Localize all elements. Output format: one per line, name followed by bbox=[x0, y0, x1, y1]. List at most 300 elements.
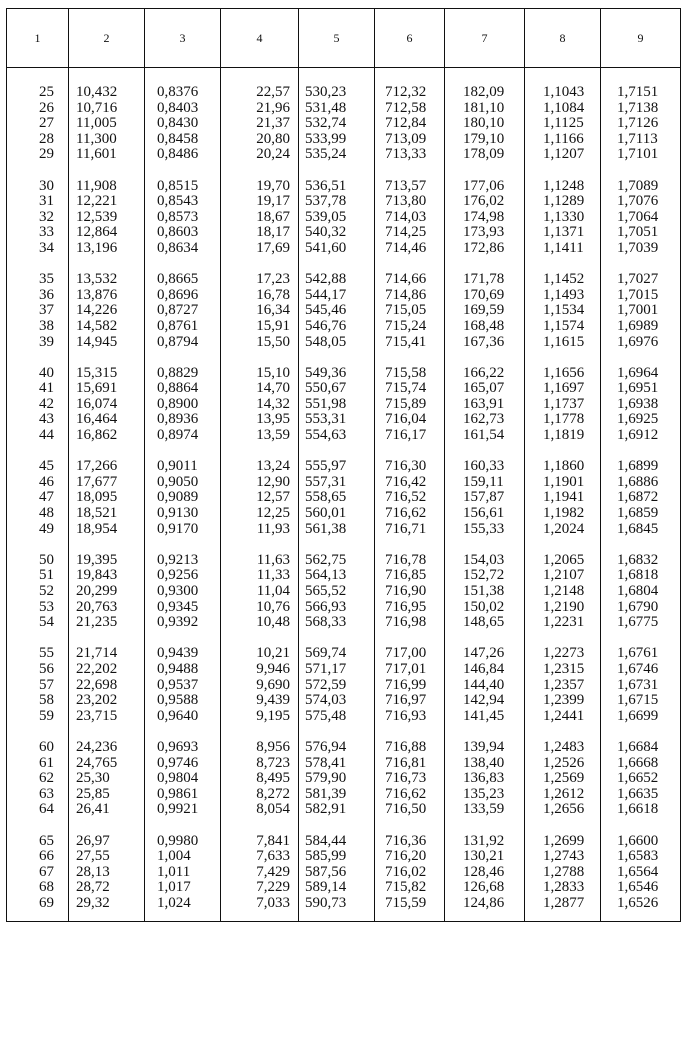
table-cell: 0,8515 bbox=[157, 177, 199, 194]
row-group bbox=[305, 459, 374, 553]
table-cell: 0,8486 bbox=[157, 146, 199, 163]
table-cell: 1,2699 bbox=[543, 832, 585, 849]
table-cell: 551,98 bbox=[305, 395, 347, 412]
row-group bbox=[617, 646, 680, 740]
row-group bbox=[39, 179, 68, 273]
table-cell: 16,78 bbox=[256, 286, 290, 303]
row-group bbox=[305, 553, 374, 647]
table-cell: 531,48 bbox=[305, 99, 347, 116]
table-cell: 1,1778 bbox=[543, 411, 585, 428]
table-cell: 156,61 bbox=[463, 505, 505, 522]
table-cell: 14,70 bbox=[256, 380, 290, 397]
table-cell: 714,25 bbox=[385, 224, 427, 241]
table-cell: 1,7051 bbox=[617, 224, 659, 241]
table-cell: 1,6938 bbox=[617, 395, 659, 412]
table-cell: 9,690 bbox=[256, 676, 290, 693]
table-cell: 1,6668 bbox=[617, 754, 659, 771]
row-group bbox=[221, 179, 290, 273]
table-cell: 141,45 bbox=[463, 707, 505, 724]
row-group bbox=[76, 553, 144, 647]
table-cell: 151,38 bbox=[463, 583, 505, 599]
table-cell: 713,80 bbox=[385, 193, 427, 210]
table-cell: 20,80 bbox=[256, 130, 290, 147]
table-cell: 15,50 bbox=[256, 333, 290, 350]
row-group bbox=[39, 646, 68, 740]
table-cell: 13,876 bbox=[76, 286, 118, 303]
table-cell: 715,82 bbox=[385, 879, 427, 896]
table-cell: 717,01 bbox=[385, 660, 427, 677]
table-cell: 10,21 bbox=[256, 645, 290, 662]
table-cell: 12,864 bbox=[76, 224, 118, 241]
table-cell: 11,300 bbox=[76, 130, 117, 147]
column-8-cells bbox=[525, 68, 601, 922]
table-cell: 0,8376 bbox=[157, 84, 199, 100]
table-cell: 18,095 bbox=[76, 489, 118, 506]
table-cell: 1,6731 bbox=[617, 676, 659, 693]
row-group bbox=[157, 179, 220, 273]
table-cell: 20,24 bbox=[256, 146, 290, 163]
table-cell: 0,9130 bbox=[157, 505, 199, 522]
row-group bbox=[305, 834, 374, 912]
table-cell: 1,1860 bbox=[543, 458, 585, 475]
table-cell: 8,956 bbox=[256, 738, 290, 755]
table-cell: 554,63 bbox=[305, 427, 347, 444]
table-cell: 575,48 bbox=[305, 707, 347, 724]
table-cell: 0,8665 bbox=[157, 271, 199, 288]
table-cell: 716,04 bbox=[385, 411, 427, 428]
table-cell: 1,004 bbox=[157, 848, 191, 865]
table-cell: 15,91 bbox=[256, 317, 290, 334]
header-row bbox=[7, 9, 681, 68]
table-cell: 40 bbox=[39, 364, 54, 381]
table-cell: 1,6976 bbox=[617, 333, 659, 350]
table-cell: 7,633 bbox=[256, 848, 290, 865]
table-cell: 21,714 bbox=[76, 645, 118, 662]
table-cell: 27 bbox=[39, 115, 54, 132]
row-group bbox=[39, 85, 68, 179]
column-3-cells bbox=[145, 68, 221, 922]
row-group bbox=[463, 646, 524, 740]
table-cell: 0,9300 bbox=[157, 583, 199, 599]
row-group bbox=[543, 272, 600, 366]
table-cell: 57 bbox=[39, 676, 54, 693]
table-cell: 130,21 bbox=[463, 848, 505, 865]
table-cell: 11,908 bbox=[76, 177, 117, 194]
table-cell: 34 bbox=[39, 239, 54, 256]
table-cell: 181,10 bbox=[463, 99, 505, 116]
table-cell: 51 bbox=[39, 567, 54, 584]
row-group bbox=[305, 366, 374, 460]
table-cell: 1,6899 bbox=[617, 458, 659, 475]
table-cell: 584,44 bbox=[305, 832, 347, 849]
table-cell: 45 bbox=[39, 458, 54, 475]
row-group bbox=[39, 834, 68, 912]
table-cell: 1,011 bbox=[157, 863, 191, 880]
table-cell: 716,85 bbox=[385, 567, 427, 584]
row-group bbox=[157, 646, 220, 740]
table-cell: 0,9588 bbox=[157, 692, 199, 709]
table-cell: 42 bbox=[39, 395, 54, 412]
table-cell: 1,7076 bbox=[617, 193, 659, 210]
table-cell: 1,7089 bbox=[617, 177, 659, 194]
table-cell: 550,67 bbox=[305, 380, 347, 397]
table-cell: 0,9345 bbox=[157, 598, 199, 615]
table-cell: 566,93 bbox=[305, 598, 347, 615]
table-cell: 1,7113 bbox=[617, 130, 658, 147]
table-cell: 0,9392 bbox=[157, 614, 199, 631]
row-group bbox=[76, 834, 144, 912]
row-group bbox=[543, 179, 600, 273]
column-1-cells bbox=[7, 68, 69, 922]
table-cell: 39 bbox=[39, 333, 54, 350]
table-cell: 50 bbox=[39, 551, 54, 568]
row-group bbox=[385, 366, 444, 460]
table-cell: 1,2743 bbox=[543, 848, 585, 865]
table-cell: 20,299 bbox=[76, 583, 118, 599]
table-cell: 0,9921 bbox=[157, 801, 199, 818]
table-cell: 17,266 bbox=[76, 458, 118, 475]
table-cell: 0,9170 bbox=[157, 520, 199, 537]
table-cell: 590,73 bbox=[305, 894, 347, 911]
table-cell: 1,6804 bbox=[617, 583, 659, 599]
row-group bbox=[76, 459, 144, 553]
table-cell: 0,8573 bbox=[157, 208, 199, 225]
table-cell: 9,946 bbox=[256, 660, 290, 677]
column-header-9: 9 bbox=[601, 9, 681, 68]
table-cell: 587,56 bbox=[305, 863, 347, 880]
table-cell: 12,90 bbox=[256, 473, 290, 490]
table-cell: 714,66 bbox=[385, 271, 427, 288]
row-group bbox=[543, 646, 600, 740]
table-cell: 548,05 bbox=[305, 333, 347, 350]
table-cell: 1,1697 bbox=[543, 380, 585, 397]
table-cell: 1,6761 bbox=[617, 645, 659, 662]
row-group bbox=[463, 834, 524, 912]
table-cell: 0,8864 bbox=[157, 380, 199, 397]
table-cell: 0,8974 bbox=[157, 427, 199, 444]
table-cell: 1,1452 bbox=[543, 271, 585, 288]
row-group bbox=[385, 459, 444, 553]
table-cell: 68 bbox=[39, 879, 54, 896]
row-group bbox=[76, 366, 144, 460]
table-cell: 1,1207 bbox=[543, 146, 585, 163]
table-cell: 0,8900 bbox=[157, 395, 199, 412]
row-group bbox=[617, 459, 680, 553]
table-cell: 1,7126 bbox=[617, 115, 659, 132]
table-cell: 37 bbox=[39, 302, 54, 319]
table-cell: 22,698 bbox=[76, 676, 118, 693]
table-cell: 1,2569 bbox=[543, 770, 585, 787]
table-cell: 1,7151 bbox=[617, 84, 659, 100]
table-cell: 22,202 bbox=[76, 660, 118, 677]
table-cell: 0,9693 bbox=[157, 738, 199, 755]
table-cell: 69 bbox=[39, 894, 54, 911]
table-cell: 1,6746 bbox=[617, 660, 659, 677]
row-group bbox=[385, 179, 444, 273]
row-group bbox=[39, 740, 68, 834]
table-cell: 17,69 bbox=[256, 239, 290, 256]
table-cell: 139,94 bbox=[463, 738, 505, 755]
row-group bbox=[543, 459, 600, 553]
table-cell: 712,32 bbox=[385, 84, 427, 100]
table-cell: 533,99 bbox=[305, 130, 347, 147]
table-cell: 544,17 bbox=[305, 286, 347, 303]
table-cell: 169,59 bbox=[463, 302, 505, 319]
table-cell: 21,37 bbox=[256, 115, 290, 132]
row-group bbox=[385, 834, 444, 912]
table-cell: 53 bbox=[39, 598, 54, 615]
table-cell: 8,495 bbox=[256, 770, 290, 787]
table-cell: 1,6832 bbox=[617, 551, 659, 568]
table-body bbox=[7, 68, 681, 922]
table-cell: 56 bbox=[39, 660, 54, 677]
row-group bbox=[39, 459, 68, 553]
table-cell: 10,76 bbox=[256, 598, 290, 615]
column-header-7: 7 bbox=[445, 9, 525, 68]
row-group bbox=[617, 740, 680, 834]
table-cell: 124,86 bbox=[463, 894, 505, 911]
table-cell: 1,6872 bbox=[617, 489, 659, 506]
table-cell: 26,97 bbox=[76, 832, 110, 849]
table-cell: 13,196 bbox=[76, 239, 118, 256]
table-cell: 555,97 bbox=[305, 458, 347, 475]
table-cell: 532,74 bbox=[305, 115, 347, 132]
table-cell: 0,9804 bbox=[157, 770, 199, 787]
table-cell: 8,272 bbox=[256, 785, 290, 802]
table-cell: 55 bbox=[39, 645, 54, 662]
row-group bbox=[463, 272, 524, 366]
table-cell: 1,2483 bbox=[543, 738, 585, 755]
table-cell: 565,52 bbox=[305, 583, 347, 599]
table-cell: 58 bbox=[39, 692, 54, 709]
table-cell: 0,8634 bbox=[157, 239, 199, 256]
table-cell: 62 bbox=[39, 770, 54, 787]
column-9-cells bbox=[601, 68, 681, 922]
table-cell: 0,9746 bbox=[157, 754, 199, 771]
table-cell: 716,88 bbox=[385, 738, 427, 755]
table-cell: 172,86 bbox=[463, 239, 505, 256]
table-cell: 714,86 bbox=[385, 286, 427, 303]
table-cell: 63 bbox=[39, 785, 54, 802]
table-cell: 35 bbox=[39, 271, 54, 288]
table-cell: 716,36 bbox=[385, 832, 427, 849]
table-cell: 716,78 bbox=[385, 551, 427, 568]
table-cell: 0,9089 bbox=[157, 489, 199, 506]
table-cell: 0,9011 bbox=[157, 458, 198, 475]
table-cell: 553,31 bbox=[305, 411, 347, 428]
table-cell: 66 bbox=[39, 848, 54, 865]
table-cell: 8,054 bbox=[256, 801, 290, 818]
table-cell: 157,87 bbox=[463, 489, 505, 506]
table-cell: 569,74 bbox=[305, 645, 347, 662]
table-cell: 21,96 bbox=[256, 99, 290, 116]
column-7-cells bbox=[445, 68, 525, 922]
table-cell: 716,17 bbox=[385, 427, 427, 444]
table-cell: 11,63 bbox=[256, 551, 290, 568]
table-cell: 150,02 bbox=[463, 598, 505, 615]
table-cell: 1,1941 bbox=[543, 489, 585, 506]
table-cell: 16,34 bbox=[256, 302, 290, 319]
table-cell: 715,89 bbox=[385, 395, 427, 412]
table-cell: 24,236 bbox=[76, 738, 118, 755]
column-header-2: 2 bbox=[69, 9, 145, 68]
table-cell: 716,97 bbox=[385, 692, 427, 709]
table-cell: 564,13 bbox=[305, 567, 347, 584]
table-cell: 31 bbox=[39, 193, 54, 210]
row-group bbox=[76, 85, 144, 179]
table-cell: 716,98 bbox=[385, 614, 427, 631]
row-group bbox=[385, 646, 444, 740]
table-cell: 30 bbox=[39, 177, 54, 194]
table-cell: 25,85 bbox=[76, 785, 110, 802]
table-cell: 1,024 bbox=[157, 894, 191, 911]
table-cell: 16,862 bbox=[76, 427, 118, 444]
table-cell: 1,2315 bbox=[543, 660, 585, 677]
row-group bbox=[305, 179, 374, 273]
row-group bbox=[221, 553, 290, 647]
row-group bbox=[157, 85, 220, 179]
table-cell: 713,33 bbox=[385, 146, 427, 163]
row-group bbox=[305, 740, 374, 834]
row-group bbox=[543, 740, 600, 834]
table-cell: 0,8936 bbox=[157, 411, 199, 428]
table-cell: 716,73 bbox=[385, 770, 427, 787]
table-cell: 65 bbox=[39, 832, 54, 849]
row-group bbox=[543, 366, 600, 460]
table-cell: 126,68 bbox=[463, 879, 505, 896]
table-cell: 1,2190 bbox=[543, 598, 585, 615]
table-cell: 1,7101 bbox=[617, 146, 659, 163]
table-cell: 1,1819 bbox=[543, 427, 585, 444]
table-cell: 128,46 bbox=[463, 863, 505, 880]
table-cell: 147,26 bbox=[463, 645, 505, 662]
table-cell: 67 bbox=[39, 863, 54, 880]
table-cell: 715,59 bbox=[385, 894, 427, 911]
column-header-3: 3 bbox=[145, 9, 221, 68]
table-cell: 44 bbox=[39, 427, 54, 444]
row-group bbox=[385, 553, 444, 647]
table-cell: 173,93 bbox=[463, 224, 505, 241]
row-group bbox=[385, 272, 444, 366]
table-cell: 1,6618 bbox=[617, 801, 659, 818]
table-cell: 1,7039 bbox=[617, 239, 659, 256]
table-cell: 1,6546 bbox=[617, 879, 659, 896]
table-cell: 29,32 bbox=[76, 894, 110, 911]
table-cell: 17,23 bbox=[256, 271, 290, 288]
table-cell: 715,74 bbox=[385, 380, 427, 397]
table-cell: 11,005 bbox=[76, 115, 117, 132]
table-cell: 1,6583 bbox=[617, 848, 659, 865]
table-cell: 14,226 bbox=[76, 302, 118, 319]
table-cell: 716,90 bbox=[385, 583, 427, 599]
table-cell: 59 bbox=[39, 707, 54, 724]
table-cell: 1,6635 bbox=[617, 785, 659, 802]
table-cell: 43 bbox=[39, 411, 54, 428]
table-cell: 170,69 bbox=[463, 286, 505, 303]
table-cell: 716,62 bbox=[385, 785, 427, 802]
table-cell: 0,8603 bbox=[157, 224, 199, 241]
row-group bbox=[157, 272, 220, 366]
table-cell: 1,1289 bbox=[543, 193, 585, 210]
table-cell: 16,074 bbox=[76, 395, 118, 412]
column-6-cells bbox=[375, 68, 445, 922]
table-cell: 36 bbox=[39, 286, 54, 303]
row-group bbox=[221, 85, 290, 179]
table-cell: 15,691 bbox=[76, 380, 118, 397]
table-cell: 22,57 bbox=[256, 84, 290, 100]
table-cell: 23,202 bbox=[76, 692, 118, 709]
table-cell: 24,765 bbox=[76, 754, 118, 771]
table-cell: 15,315 bbox=[76, 364, 118, 381]
table-cell: 47 bbox=[39, 489, 54, 506]
table-cell: 549,36 bbox=[305, 364, 347, 381]
table-cell: 0,9256 bbox=[157, 567, 199, 584]
table-cell: 716,52 bbox=[385, 489, 427, 506]
table-cell: 0,8829 bbox=[157, 364, 199, 381]
table-cell: 576,94 bbox=[305, 738, 347, 755]
table-cell: 585,99 bbox=[305, 848, 347, 865]
row-group bbox=[39, 553, 68, 647]
table-cell: 154,03 bbox=[463, 551, 505, 568]
table-cell: 29 bbox=[39, 146, 54, 163]
row-group bbox=[543, 85, 600, 179]
table-cell: 0,9980 bbox=[157, 832, 199, 849]
table-cell: 1,1043 bbox=[543, 84, 585, 100]
table-cell: 161,54 bbox=[463, 427, 505, 444]
row-group bbox=[385, 740, 444, 834]
table-cell: 714,46 bbox=[385, 239, 427, 256]
table-cell: 1,2788 bbox=[543, 863, 585, 880]
table-cell: 17,677 bbox=[76, 473, 118, 490]
table-cell: 1,6964 bbox=[617, 364, 659, 381]
table-cell: 23,715 bbox=[76, 707, 118, 724]
table-cell: 155,33 bbox=[463, 520, 505, 537]
table-cell: 1,6526 bbox=[617, 894, 659, 911]
table-cell: 535,24 bbox=[305, 146, 347, 163]
table-cell: 19,17 bbox=[256, 193, 290, 210]
table-cell: 1,6684 bbox=[617, 738, 659, 755]
table-cell: 1,1248 bbox=[543, 177, 585, 194]
table-cell: 589,14 bbox=[305, 879, 347, 896]
row-group bbox=[617, 366, 680, 460]
table-cell: 26,41 bbox=[76, 801, 110, 818]
table-cell: 578,41 bbox=[305, 754, 347, 771]
table-cell: 38 bbox=[39, 317, 54, 334]
table-cell: 26 bbox=[39, 99, 54, 116]
table-cell: 165,07 bbox=[463, 380, 505, 397]
table-cell: 15,10 bbox=[256, 364, 290, 381]
table-cell: 27,55 bbox=[76, 848, 110, 865]
table-cell: 7,429 bbox=[256, 863, 290, 880]
table-cell: 0,8458 bbox=[157, 130, 199, 147]
table-cell: 715,05 bbox=[385, 302, 427, 319]
table-cell: 1,1371 bbox=[543, 224, 585, 241]
table-cell: 148,65 bbox=[463, 614, 505, 631]
table-cell: 1,2612 bbox=[543, 785, 585, 802]
table-cell: 0,9488 bbox=[157, 660, 199, 677]
row-group bbox=[221, 740, 290, 834]
table-cell: 546,76 bbox=[305, 317, 347, 334]
table-cell: 0,8696 bbox=[157, 286, 199, 303]
column-4-cells bbox=[221, 68, 299, 922]
table-cell: 28,13 bbox=[76, 863, 110, 880]
table-cell: 1,2357 bbox=[543, 676, 585, 693]
table-cell: 1,6989 bbox=[617, 317, 659, 334]
column-header-1: 1 bbox=[7, 9, 69, 68]
table-cell: 12,221 bbox=[76, 193, 118, 210]
table-cell: 1,1656 bbox=[543, 364, 585, 381]
table-cell: 716,93 bbox=[385, 707, 427, 724]
